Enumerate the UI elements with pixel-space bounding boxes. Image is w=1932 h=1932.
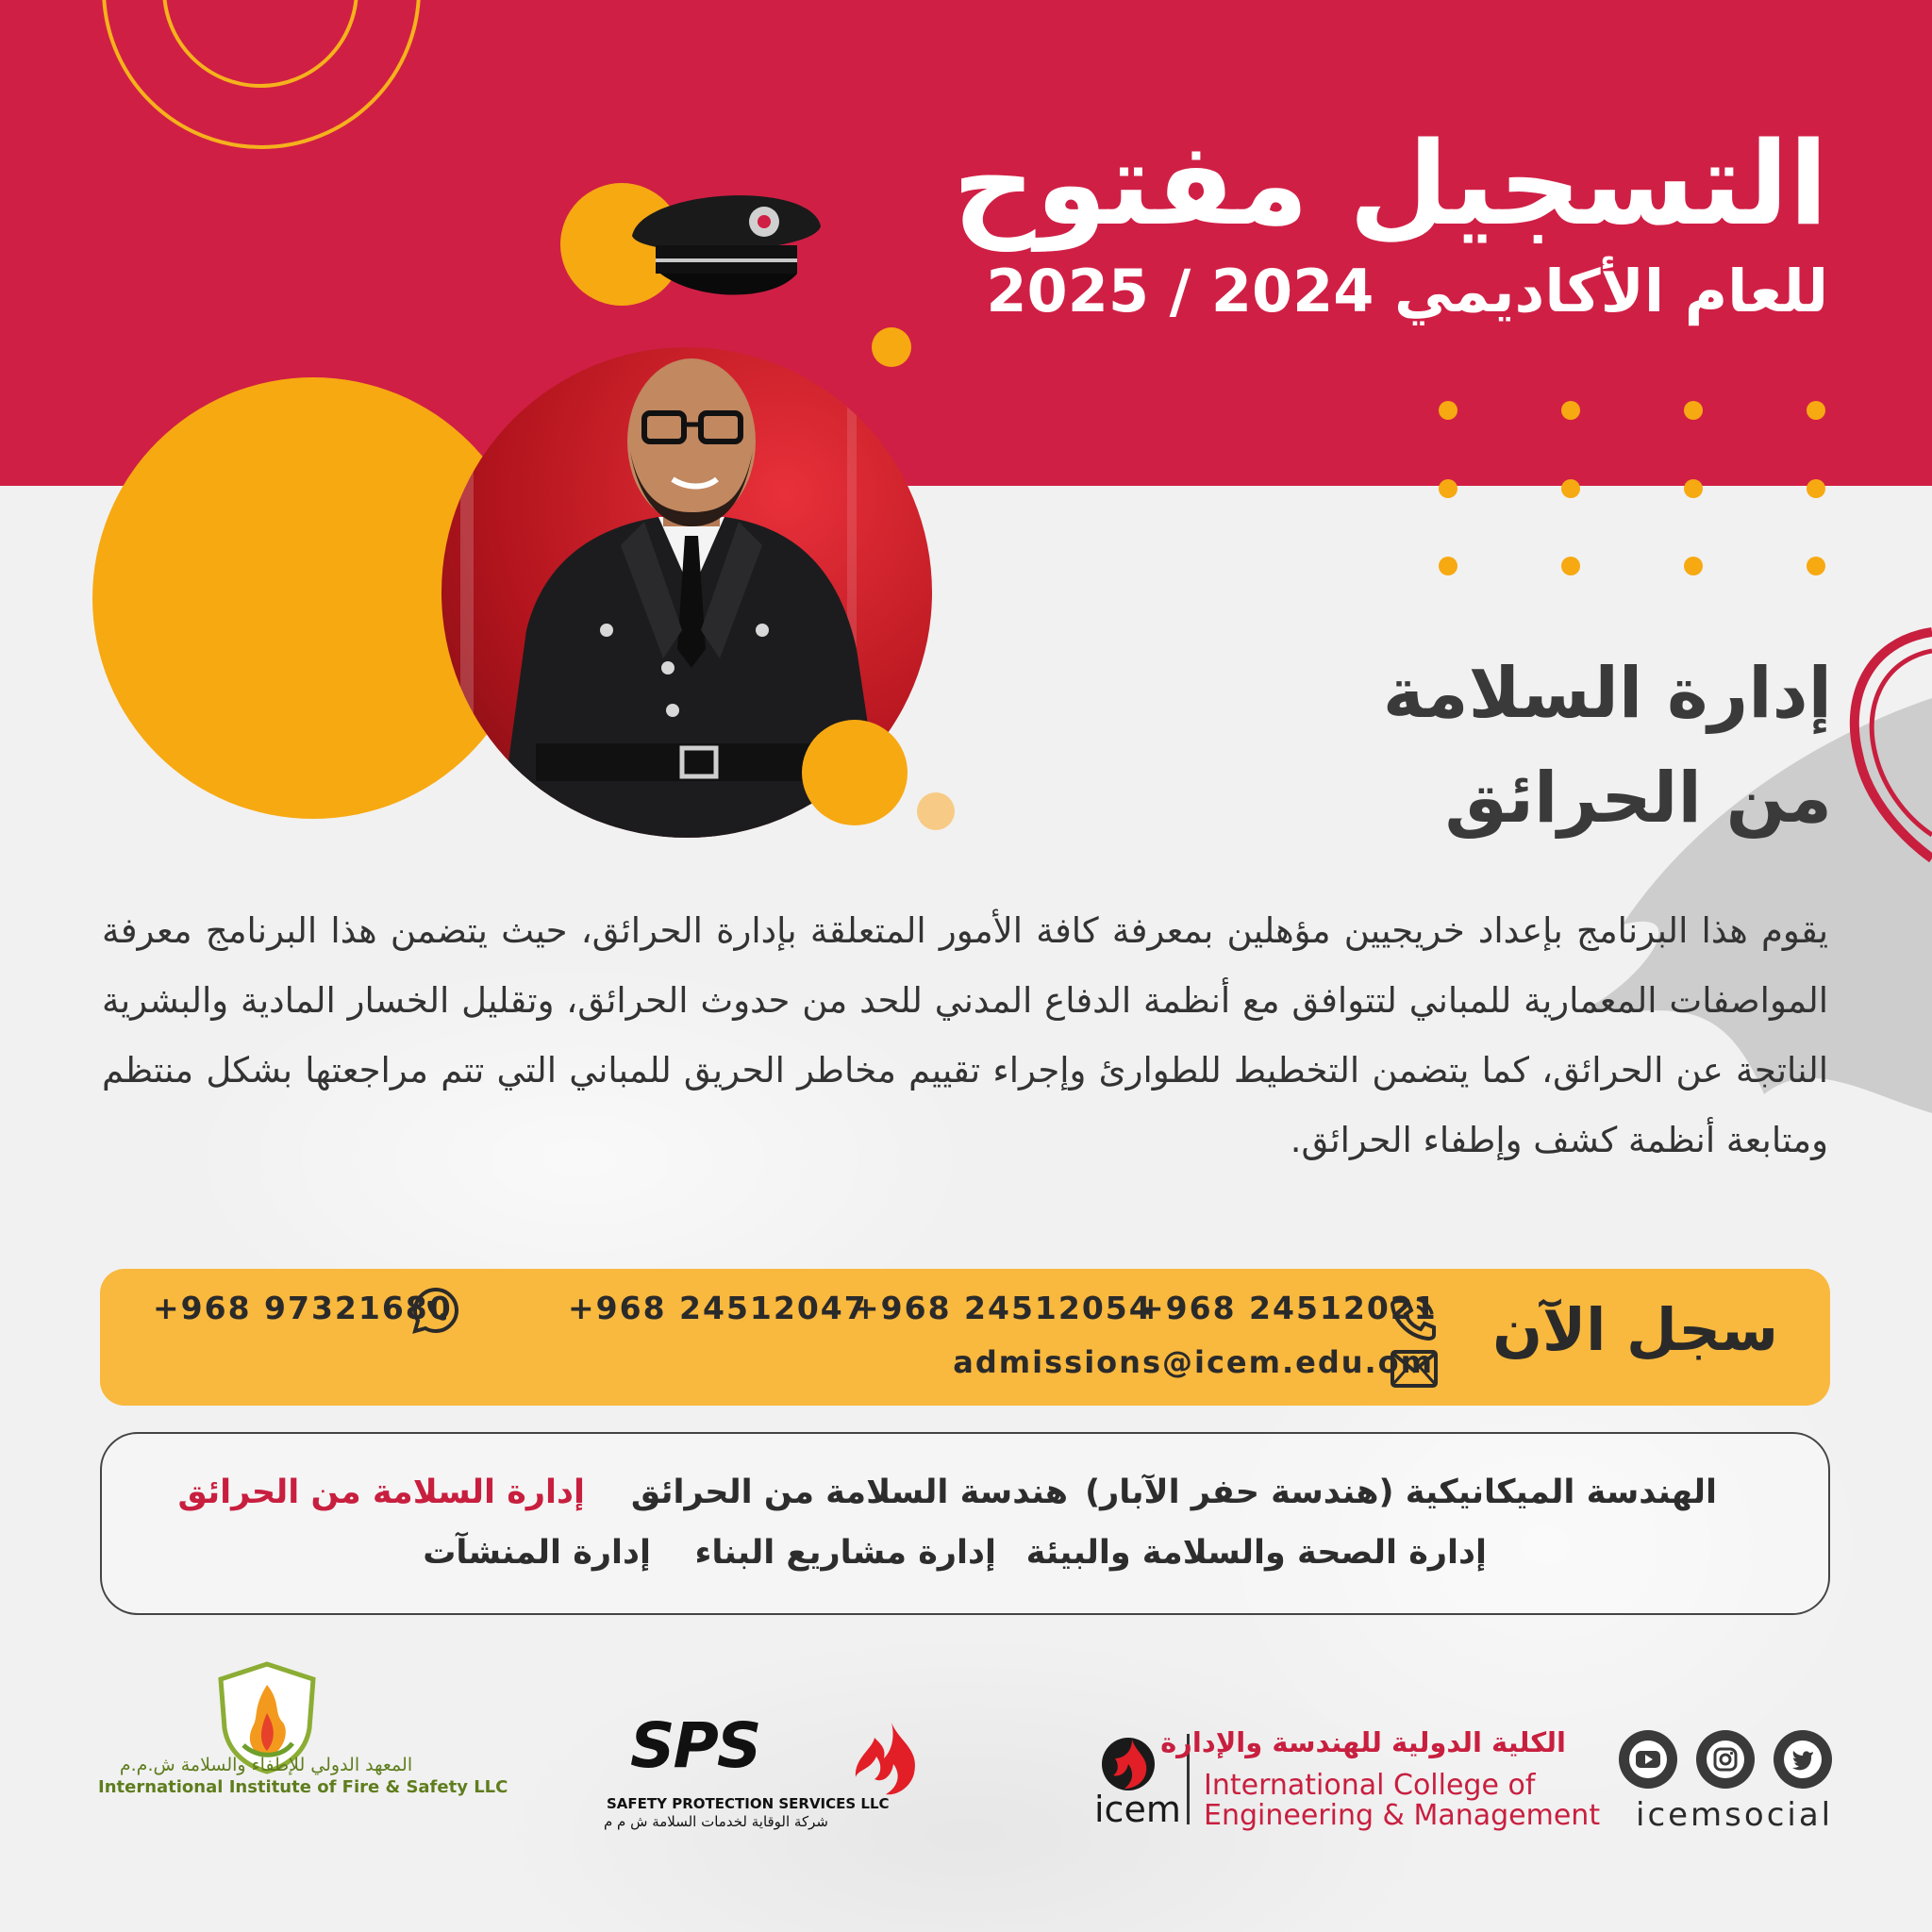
program-item-fire-safety-management[interactable]: إدارة السلامة من الحرائق xyxy=(177,1474,585,1511)
phone-number-2[interactable]: +968 24512054 xyxy=(853,1290,1153,1326)
phone-number-3[interactable]: +968 24512047 xyxy=(568,1290,868,1326)
program-item-construction-management[interactable]: إدارة مشاريع البناء xyxy=(694,1534,996,1572)
register-bar xyxy=(100,1269,1830,1406)
twitter-icon[interactable] xyxy=(1774,1730,1832,1789)
register-now-label[interactable]: سجل الآن xyxy=(1492,1295,1778,1364)
tiny-yellow-circle xyxy=(872,327,911,367)
iifs-english-name: International Institute of Fire & Safety LLC xyxy=(98,1777,508,1797)
whatsapp-number[interactable]: +968 97321680 xyxy=(153,1290,453,1326)
sps-logo-text: SPS xyxy=(630,1709,760,1782)
pale-yellow-dot xyxy=(917,792,955,830)
programs-list xyxy=(100,1432,1830,1615)
icem-arabic-name: الكلية الدولية للهندسة والإدارة xyxy=(1160,1726,1566,1758)
red-scribble-decoration xyxy=(1840,623,1932,868)
icem-english-line2: Engineering & Management xyxy=(1204,1799,1601,1832)
iifs-arabic-name: المعهد الدولي للإطفاء والسلامة ش.م.م xyxy=(119,1755,413,1775)
youtube-icon[interactable] xyxy=(1619,1730,1677,1789)
program-item-mechanical[interactable]: الهندسة الميكانيكية (هندسة حفر الآبار) xyxy=(1085,1474,1717,1511)
program-item-fire-safety-engineering[interactable]: هندسة السلامة من الحرائق xyxy=(630,1474,1068,1511)
sps-arabic-name: شركة الوقاية لخدمات السلامة ش م م xyxy=(604,1813,828,1830)
icem-short-name: icem xyxy=(1094,1789,1181,1830)
instagram-icon[interactable] xyxy=(1696,1730,1755,1789)
program-title-line2: من الحرائق xyxy=(1444,758,1832,839)
page-title: التسجيل مفتوح xyxy=(952,117,1828,251)
program-title-line1: إدارة السلامة xyxy=(1382,653,1832,734)
icem-emblem-logo xyxy=(1098,1734,1158,1794)
program-description: يقوم هذا البرنامج بإعداد خريجيين مؤهلين بمعرفة كافة الأمور المتعلقة بإدارة الحرائق، حيث يتضمن هذا البرنامج معرفة المواصفات المعمارية للمباني لتتوافق مع أنظمة الدفاع المدني للحد من حدوث الحرائق، وتقليل الخسار المادية والبشرية الناتجة عن الحرائق، كما يتضمن التخطيط للطوارئ وإجراء تقييم مخاطر الحريق للمباني التي تتم مراجعتها بشكل منتظم ومتابعة أنظمة كشف وإطفاء الحرائق. xyxy=(102,910,1828,1160)
icem-english-line1: International College of xyxy=(1204,1769,1536,1802)
email-link[interactable]: admissions@icem.edu.om xyxy=(953,1344,1434,1380)
sps-flame-logo xyxy=(854,1721,922,1798)
program-title xyxy=(1383,641,1832,851)
program-item-hse-management[interactable]: إدارة الصحة والسلامة والبيئة xyxy=(1025,1534,1487,1572)
academic-year-subtitle: للعام الأكاديمي 2024 / 2025 xyxy=(986,257,1828,325)
officer-cap xyxy=(623,179,830,311)
sps-english-name: SAFETY PROTECTION SERVICES LLC xyxy=(607,1795,890,1812)
social-handle[interactable]: icemsocial xyxy=(1636,1796,1834,1834)
phone-number-1[interactable]: +968 24512021 xyxy=(1138,1290,1438,1326)
program-item-facilities-management[interactable]: إدارة المنشآت xyxy=(423,1534,651,1572)
medium-yellow-circle xyxy=(802,720,908,825)
